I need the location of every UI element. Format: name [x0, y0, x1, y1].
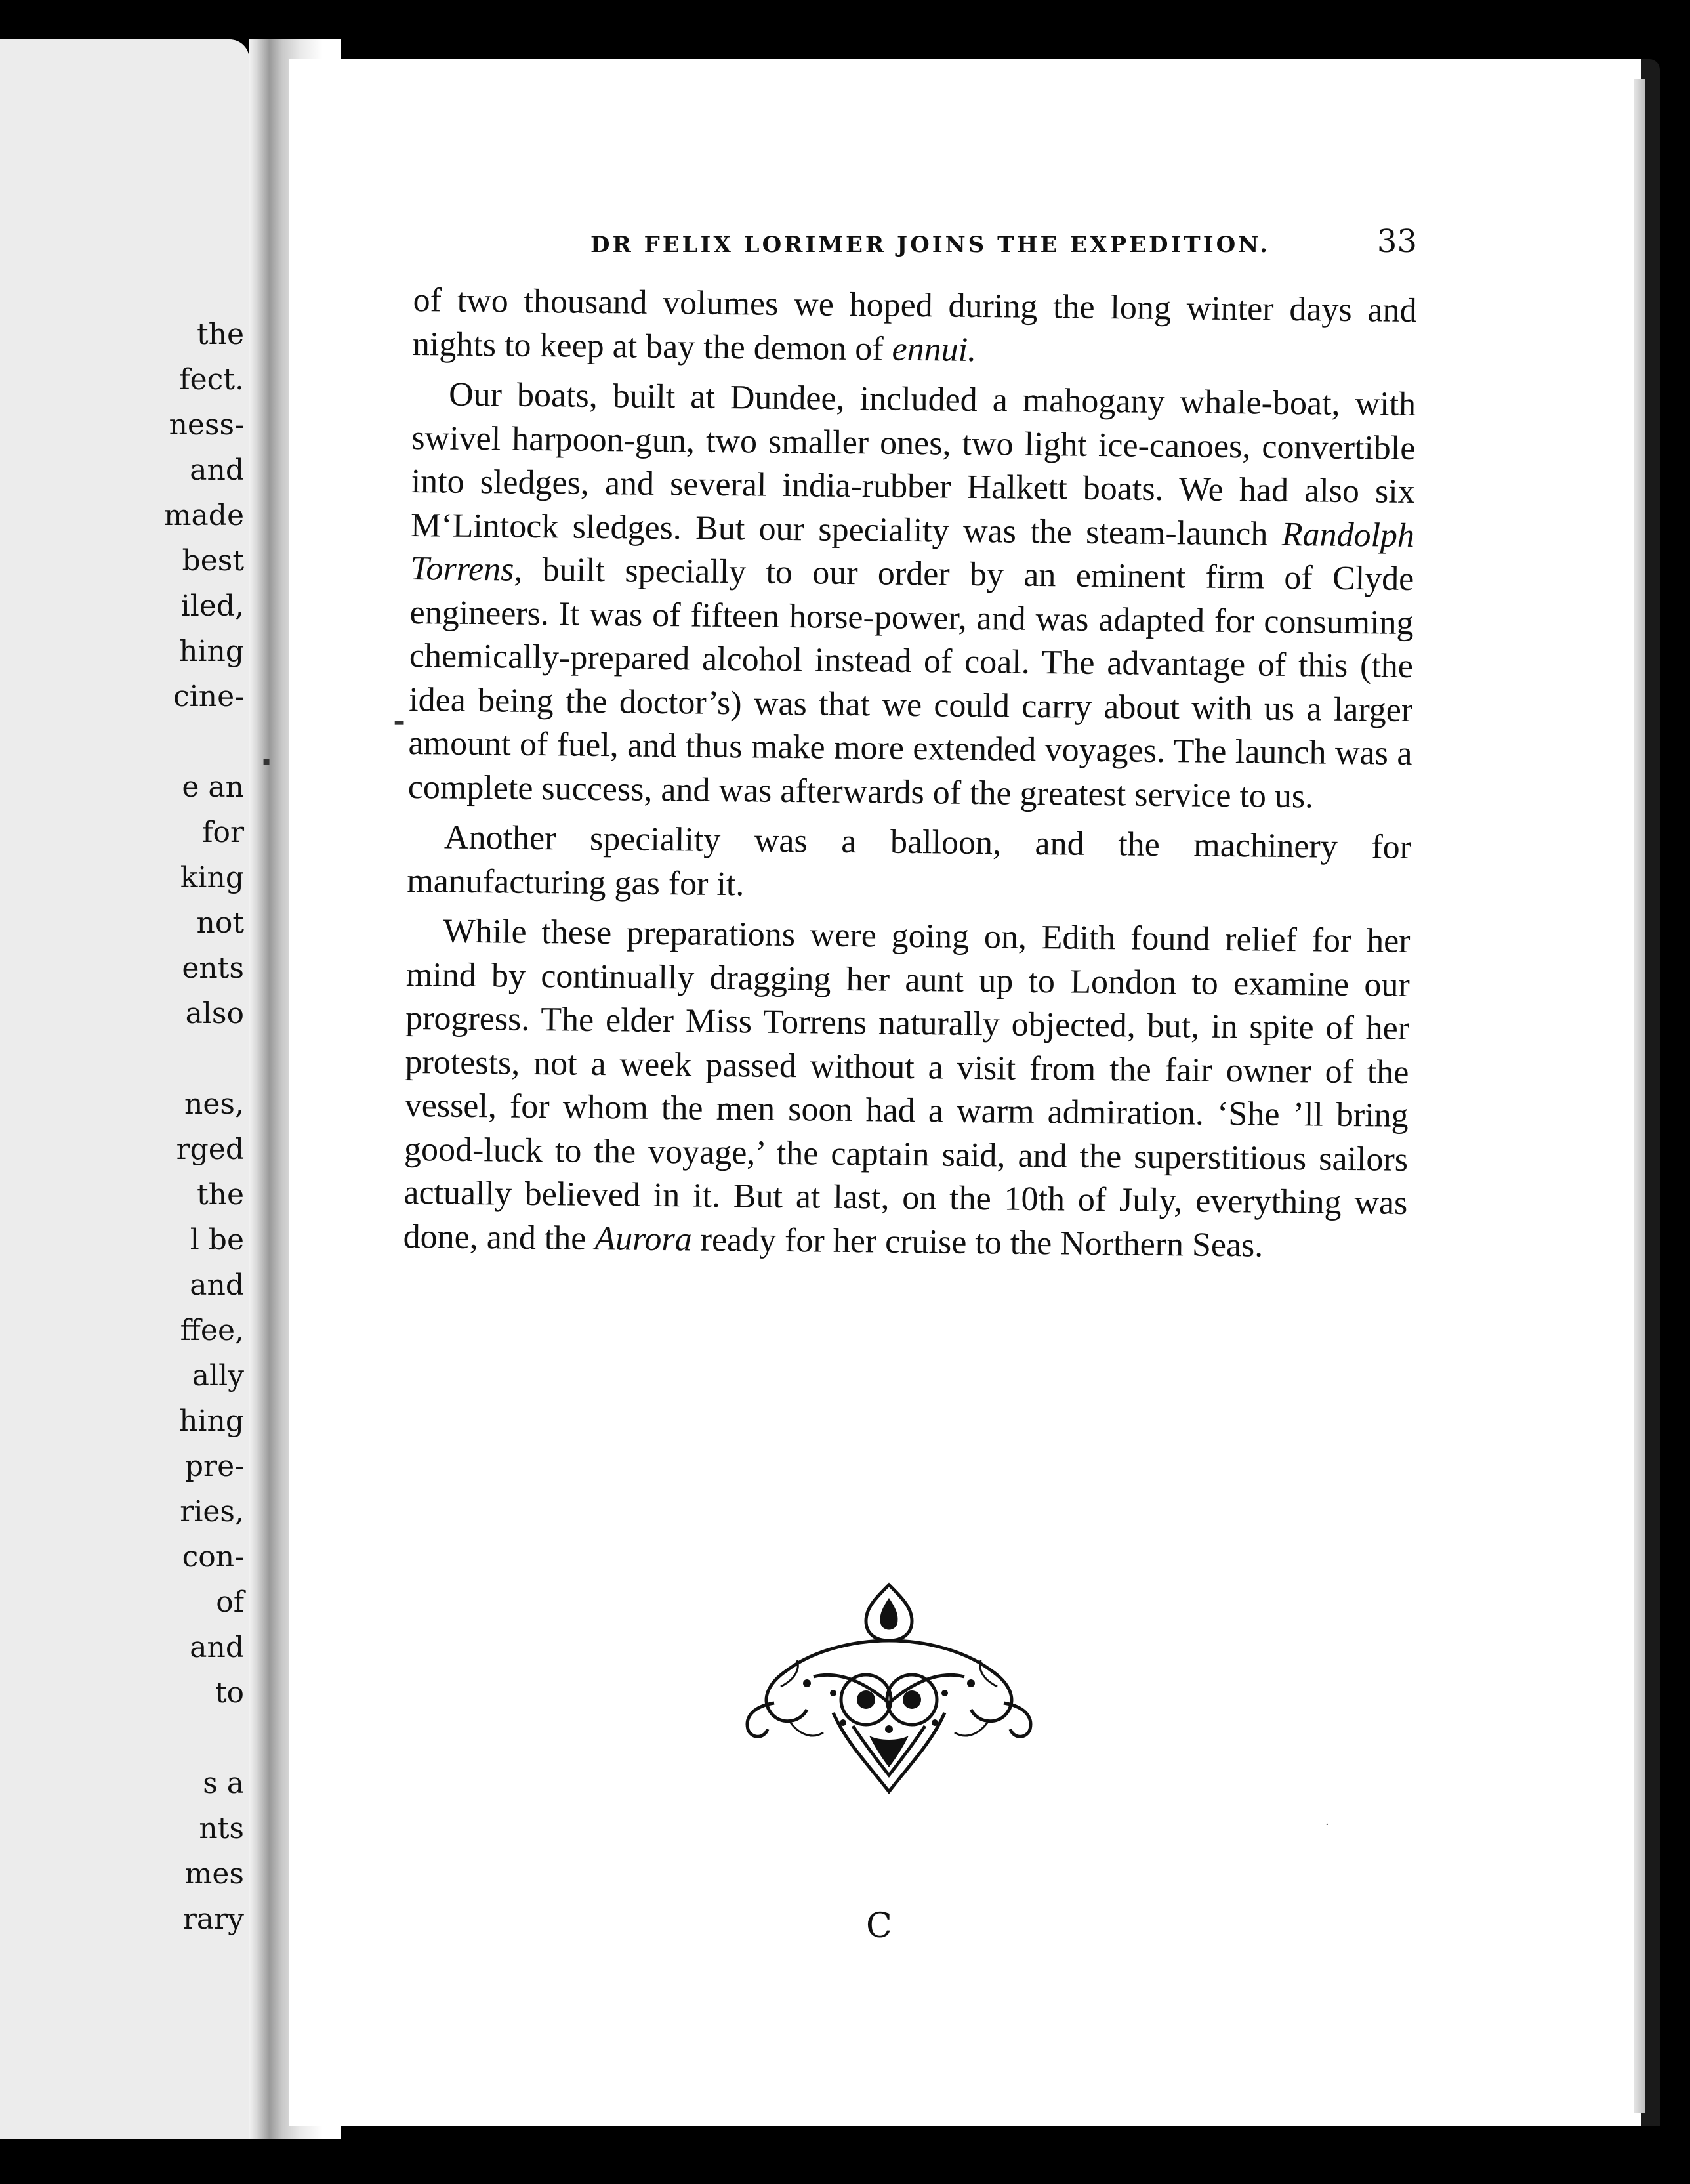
- left-page-line-fragment: fect.: [179, 363, 244, 396]
- left-page-line-fragment: to: [215, 1676, 244, 1710]
- page-number: 33: [1376, 223, 1417, 260]
- italic-text: ennui.: [892, 330, 977, 369]
- left-page-line-fragment: hing: [179, 635, 244, 668]
- left-page-line-fragment: and: [190, 1631, 244, 1664]
- page-edge-shadow: [1634, 79, 1645, 2113]
- left-page-line-fragment: e an: [182, 770, 244, 804]
- text-segment: Our boats, built at Dundee, included a mahogany whale-boat, with swivel harpoon-gun, two smaller ones, two light ice-canoes, convertible into sledges, and several india-rubber Halkett boats. We had also six M‘Lintock sledges. But our speciality was the steam-launch: [410, 375, 1416, 553]
- italic-text: Randolph Torrens,: [410, 515, 1415, 589]
- left-page-line-fragment: nes,: [184, 1087, 244, 1121]
- left-page-line-fragment: for: [202, 816, 244, 849]
- paragraph: [403, 910, 1410, 1269]
- paragraph: [408, 373, 1416, 820]
- paragraph: [407, 816, 1411, 914]
- left-page-line-fragment: ffee,: [180, 1314, 244, 1347]
- scan-speck: ▪: [262, 755, 271, 768]
- left-page-line-fragment: ries,: [180, 1495, 244, 1528]
- left-page-line-fragment: mes: [184, 1857, 244, 1891]
- left-page-line-fragment: con-: [182, 1540, 244, 1574]
- left-page-line-fragment: [8, 1715, 244, 1761]
- left-page-line-fragment: [8, 719, 244, 765]
- running-title: DR FELIX LORIMER JOINS THE EXPEDITION.: [590, 232, 1270, 258]
- left-page-line-fragment: also: [185, 997, 244, 1030]
- left-page-line-fragment: not: [196, 906, 244, 940]
- text-segment: ready for her cruise to the Northern Seas.: [691, 1221, 1264, 1265]
- text-segment: While these preparations were going on, Edith found relief for her mind by continually dragging her aunt up to London to examine our progress. The elder Miss Torrens naturally objected, but, in spite of her protests, not a week passed without a visit from the fair owner of the vessel, for whom the men soon had a warm admiration. ‘She ’ll bring good-luck to the voyage,’ the captain said, and the superstitious sailors actually believed in it. But at last, on the 10th of July, everything was done, and the: [403, 912, 1411, 1257]
- signature-mark: C: [866, 1906, 892, 1946]
- left-page-line-fragment: and: [190, 453, 244, 487]
- left-page-line-fragment: cine-: [173, 680, 244, 713]
- left-page-line-fragment: made: [163, 499, 244, 532]
- left-page-line-fragment: of: [216, 1586, 244, 1619]
- left-page-line-fragment: ally: [192, 1359, 244, 1393]
- left-page-line-fragment: [8, 1036, 244, 1082]
- left-page-line-fragment: the: [196, 318, 244, 351]
- text-segment: Another speciality was a balloon, and the machinery for manufacturing gas for it.: [407, 818, 1412, 903]
- left-page-line-fragment: iled,: [180, 589, 244, 623]
- left-page-line-fragment: s a: [203, 1767, 244, 1800]
- left-page-line-fragment: ents: [182, 952, 244, 985]
- left-page-line-fragment: hing: [179, 1404, 244, 1438]
- left-page-line-fragment: the: [196, 1178, 244, 1211]
- left-page-line-fragment: best: [182, 544, 244, 578]
- text-segment: built specially to our order by an eminent firm of Clyde engineers. It was of fifteen horse-power, and was adapted for consuming chemically-prepared alcohol instead of coal. The advantage of this (the idea being the doctor’s) was that we could carry about with us a larger amount of fuel, and thus make more extended voyages. The launch was a complete success, and was afterwards of the greatest service to us.: [407, 551, 1414, 815]
- paragraph: [413, 279, 1417, 377]
- tailpiece-ornament-icon: [735, 1572, 1043, 1801]
- scan-speck: ▬: [394, 715, 405, 729]
- text-segment: of two thousand volumes we hoped during the long winter days and nights to keep at bay the demon of: [412, 281, 1417, 368]
- italic-text: Aurora: [594, 1219, 692, 1259]
- left-page-line-fragment: ness-: [169, 408, 244, 442]
- left-page-line-fragment: rged: [176, 1133, 244, 1166]
- left-page-line-fragment: l be: [190, 1223, 244, 1257]
- body-text: [403, 279, 1417, 1269]
- left-facing-page: [0, 39, 249, 2139]
- running-head: [590, 223, 1417, 260]
- left-page-line-fragment: and: [190, 1269, 244, 1302]
- left-page-line-fragment: pre-: [184, 1450, 244, 1483]
- left-page-line-fragment: rary: [182, 1902, 244, 1936]
- left-page-line-fragments: [8, 312, 244, 1942]
- left-page-line-fragment: king: [180, 861, 244, 894]
- left-page-line-fragment: nts: [199, 1812, 244, 1845]
- scan-speck: ·: [1325, 1818, 1329, 1832]
